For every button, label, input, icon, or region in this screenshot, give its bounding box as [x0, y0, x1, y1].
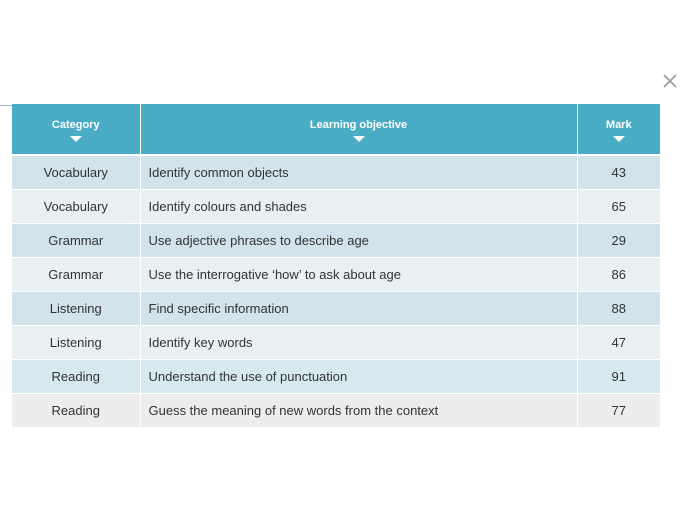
- objective-cell: Guess the meaning of new words from the context: [140, 394, 577, 428]
- category-cell: Reading: [12, 394, 140, 428]
- mark-cell: 47: [577, 326, 660, 360]
- objective-column-header[interactable]: [140, 104, 577, 155]
- objective-cell: Use the interrogative ‘how’ to ask about age: [140, 258, 577, 292]
- objective-cell: Identify common objects: [140, 155, 577, 190]
- category-header-label: Category: [51, 118, 100, 131]
- table-row: [12, 292, 660, 326]
- category-cell: Vocabulary: [12, 190, 140, 224]
- mark-cell: 29: [577, 224, 660, 258]
- mark-header-label: Mark: [605, 118, 632, 131]
- mark-cell: 65: [577, 190, 660, 224]
- objective-header-label: Learning objective: [309, 118, 408, 131]
- objective-cell: Understand the use of punctuation: [140, 360, 577, 394]
- table-row: [12, 326, 660, 360]
- objectives-table: [12, 104, 660, 428]
- table-row: [12, 224, 660, 258]
- category-column-header[interactable]: [12, 104, 140, 155]
- sort-down-arrow-icon[interactable]: [353, 136, 365, 142]
- header-row: [12, 104, 660, 155]
- table-row: [12, 190, 660, 224]
- mark-cell: 77: [577, 394, 660, 428]
- category-cell: Listening: [12, 292, 140, 326]
- category-cell: Listening: [12, 326, 140, 360]
- table-row: [12, 360, 660, 394]
- mark-cell: 91: [577, 360, 660, 394]
- mark-cell: 86: [577, 258, 660, 292]
- objective-cell: Identify colours and shades: [140, 190, 577, 224]
- close-icon: [659, 70, 681, 92]
- category-cell: Vocabulary: [12, 155, 140, 190]
- mark-cell: 88: [577, 292, 660, 326]
- category-cell: Grammar: [12, 258, 140, 292]
- objective-cell: Identify key words: [140, 326, 577, 360]
- sort-down-arrow-icon[interactable]: [613, 136, 625, 142]
- objective-cell: Find specific information: [140, 292, 577, 326]
- mark-column-header[interactable]: [577, 104, 660, 155]
- category-cell: Reading: [12, 360, 140, 394]
- category-cell: Grammar: [12, 224, 140, 258]
- sort-down-arrow-icon[interactable]: [70, 136, 82, 142]
- table-row: [12, 258, 660, 292]
- close-button[interactable]: [659, 70, 681, 92]
- table-row: [12, 394, 660, 428]
- mark-cell: 43: [577, 155, 660, 190]
- objective-cell: Use adjective phrases to describe age: [140, 224, 577, 258]
- table-row: [12, 155, 660, 190]
